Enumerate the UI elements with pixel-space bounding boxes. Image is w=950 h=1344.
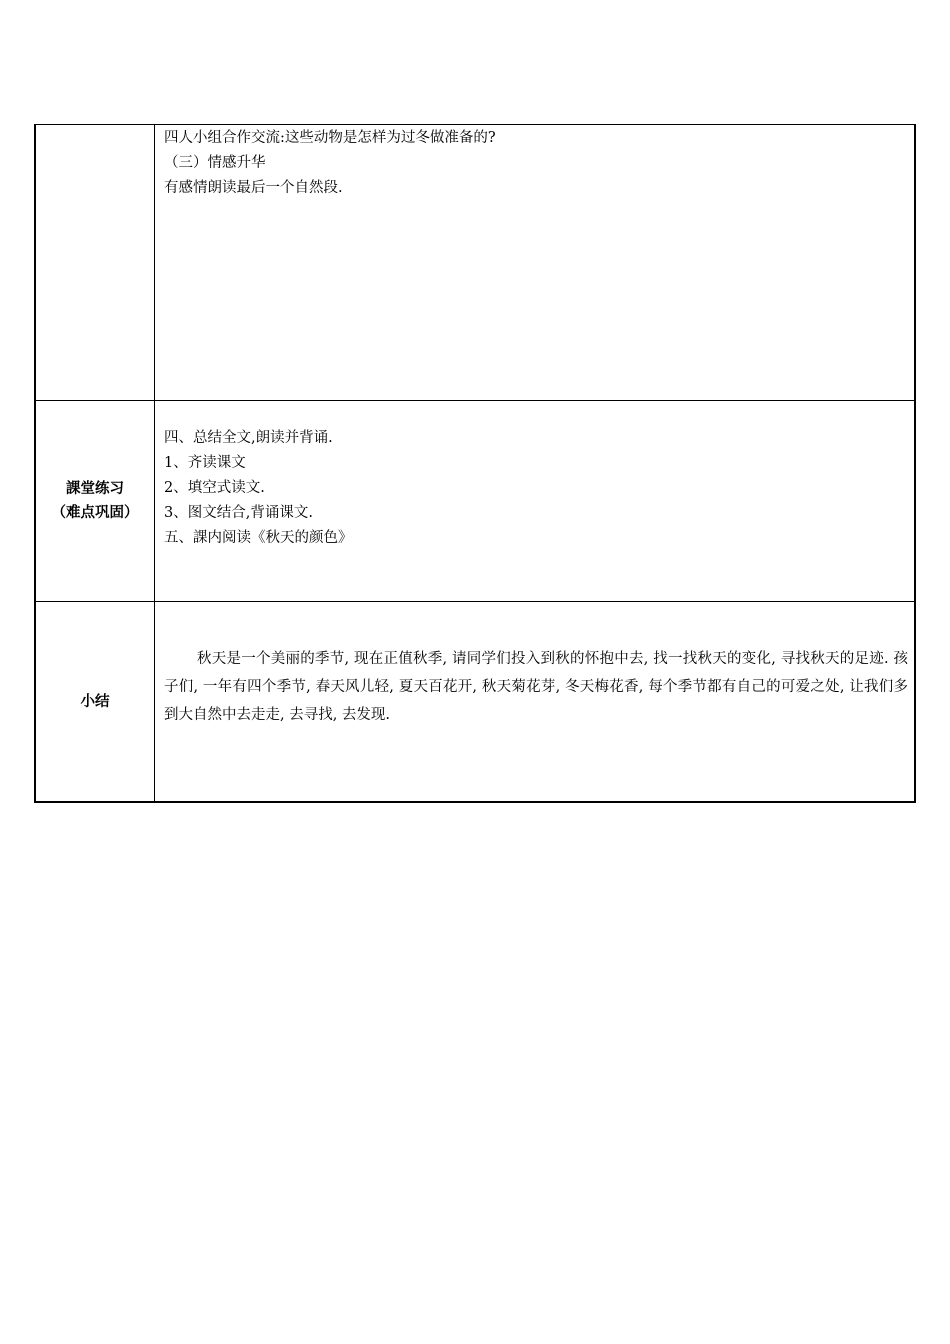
label-line: 小结 xyxy=(80,693,110,710)
row-content xyxy=(155,602,916,803)
table-row xyxy=(35,602,915,803)
content-line: 有感情朗读最后一个自然段. xyxy=(164,180,343,196)
content-line: 2、填空式读文. xyxy=(164,480,265,496)
row-content xyxy=(155,125,916,401)
row-content xyxy=(155,401,916,602)
row-label-practice xyxy=(35,401,155,602)
content-line: 四、总结全文,朗读并背诵. xyxy=(164,430,333,446)
content-line: 四人小组合作交流:这些动物是怎样为过冬做准备的? xyxy=(164,130,496,146)
content-line: 3、图文结合,背诵课文. xyxy=(164,505,313,521)
content-line: （三）情感升华 xyxy=(164,155,266,171)
content-line: 五、課内阅读《秋天的颜色》 xyxy=(164,530,353,546)
row-label-empty xyxy=(35,125,155,401)
summary-paragraph: 秋天是一个美丽的季节, 现在正值秋季, 请同学们投入到秋的怀抱中去, 找一找秋天的变化, 寻找秋天的足迹. 孩子们, 一年有四个季节, 春天风儿轻, 夏天百花开, 秋天菊花芽, 冬天梅花香, 每个季节都有自己的可爱之处, 让我们多到大自然中去走走, 去寻找, 去发现. xyxy=(164,651,908,723)
label-line: 課堂练习 xyxy=(66,481,124,497)
row-label-summary xyxy=(35,602,155,803)
table-row xyxy=(35,125,915,401)
table-row xyxy=(35,401,915,602)
content-line: 1、齐读课文 xyxy=(164,455,246,471)
lesson-plan-table xyxy=(34,124,916,803)
label-line: （难点巩固） xyxy=(51,505,139,521)
